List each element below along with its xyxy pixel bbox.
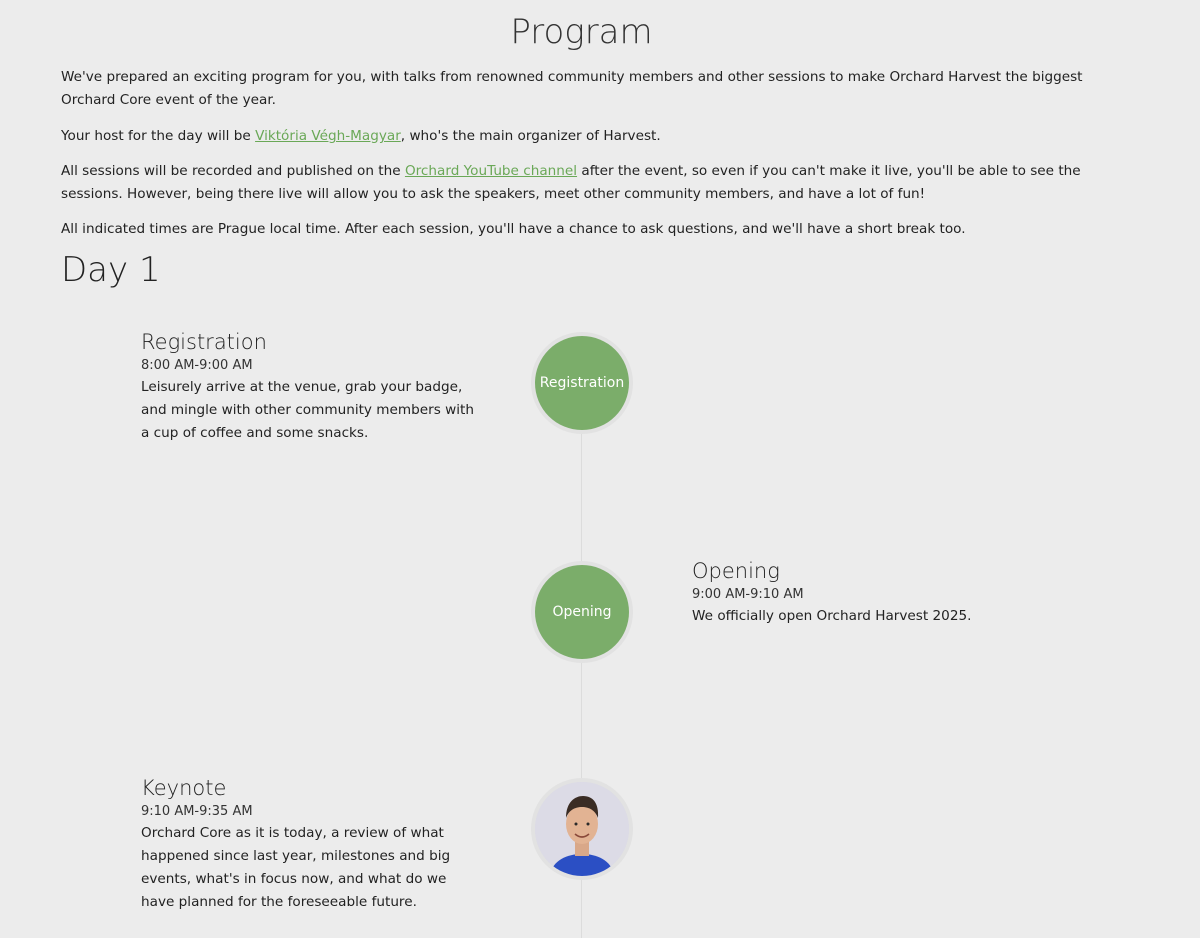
node-label: Registration	[539, 375, 625, 391]
youtube-channel-link[interactable]: Orchard YouTube channel	[404, 163, 578, 179]
recording-text-before: All sessions will be recorded and published on the	[61, 163, 405, 179]
session-keynote	[141, 776, 476, 914]
intro-paragraph-recording	[61, 160, 1121, 206]
timeline-node-opening	[535, 565, 629, 659]
intro-paragraph-times: All indicated times are Prague local time. After each session, you'll have a chance to ask questions, and we'll have a short break too.	[61, 221, 966, 237]
session-title: Opening	[692, 559, 780, 583]
node-label: Opening	[552, 604, 612, 620]
day-1-heading: Day 1	[61, 250, 161, 290]
session-time: 9:10 AM-9:35 AM	[141, 804, 253, 819]
timeline-node-registration	[535, 336, 629, 430]
session-title: Registration	[141, 330, 267, 354]
session-description: We officially open Orchard Harvest 2025.	[692, 608, 972, 624]
speaker-photo-icon	[535, 782, 629, 876]
intro-paragraph-host	[61, 125, 1121, 148]
page-title: Program	[510, 12, 653, 52]
session-time: 8:00 AM-9:00 AM	[141, 358, 253, 373]
session-registration	[141, 330, 476, 445]
speaker-avatar	[535, 782, 629, 876]
session-description: Orchard Core as it is today, a review of what happened since last year, milestones and big events, what's in focus now, and what do we have planned for the foreseeable future.	[141, 825, 451, 910]
host-text-after: , who's the main organizer of Harvest.	[400, 128, 661, 144]
session-opening	[692, 559, 1027, 628]
intro-paragraph-1: We've prepared an exciting program for you, with talks from renowned community members and other sessions to make Orchard Harvest the biggest Orchard Core event of the year.	[61, 69, 1083, 108]
session-time: 9:00 AM-9:10 AM	[692, 587, 804, 602]
recording-text-after: after the event, so even if you can't make it live, you'll be able to see the sessions. However, being there live will allow you to ask the speakers, meet other community members, and have a lot of fun!	[61, 163, 1081, 202]
host-text-before: Your host for the day will be	[61, 128, 256, 144]
session-title: Keynote	[141, 776, 227, 800]
host-link[interactable]: Viktória Végh-Magyar	[255, 128, 401, 144]
session-description: Leisurely arrive at the venue, grab your badge, and mingle with other community members with a cup of coffee and some snacks.	[141, 379, 474, 441]
